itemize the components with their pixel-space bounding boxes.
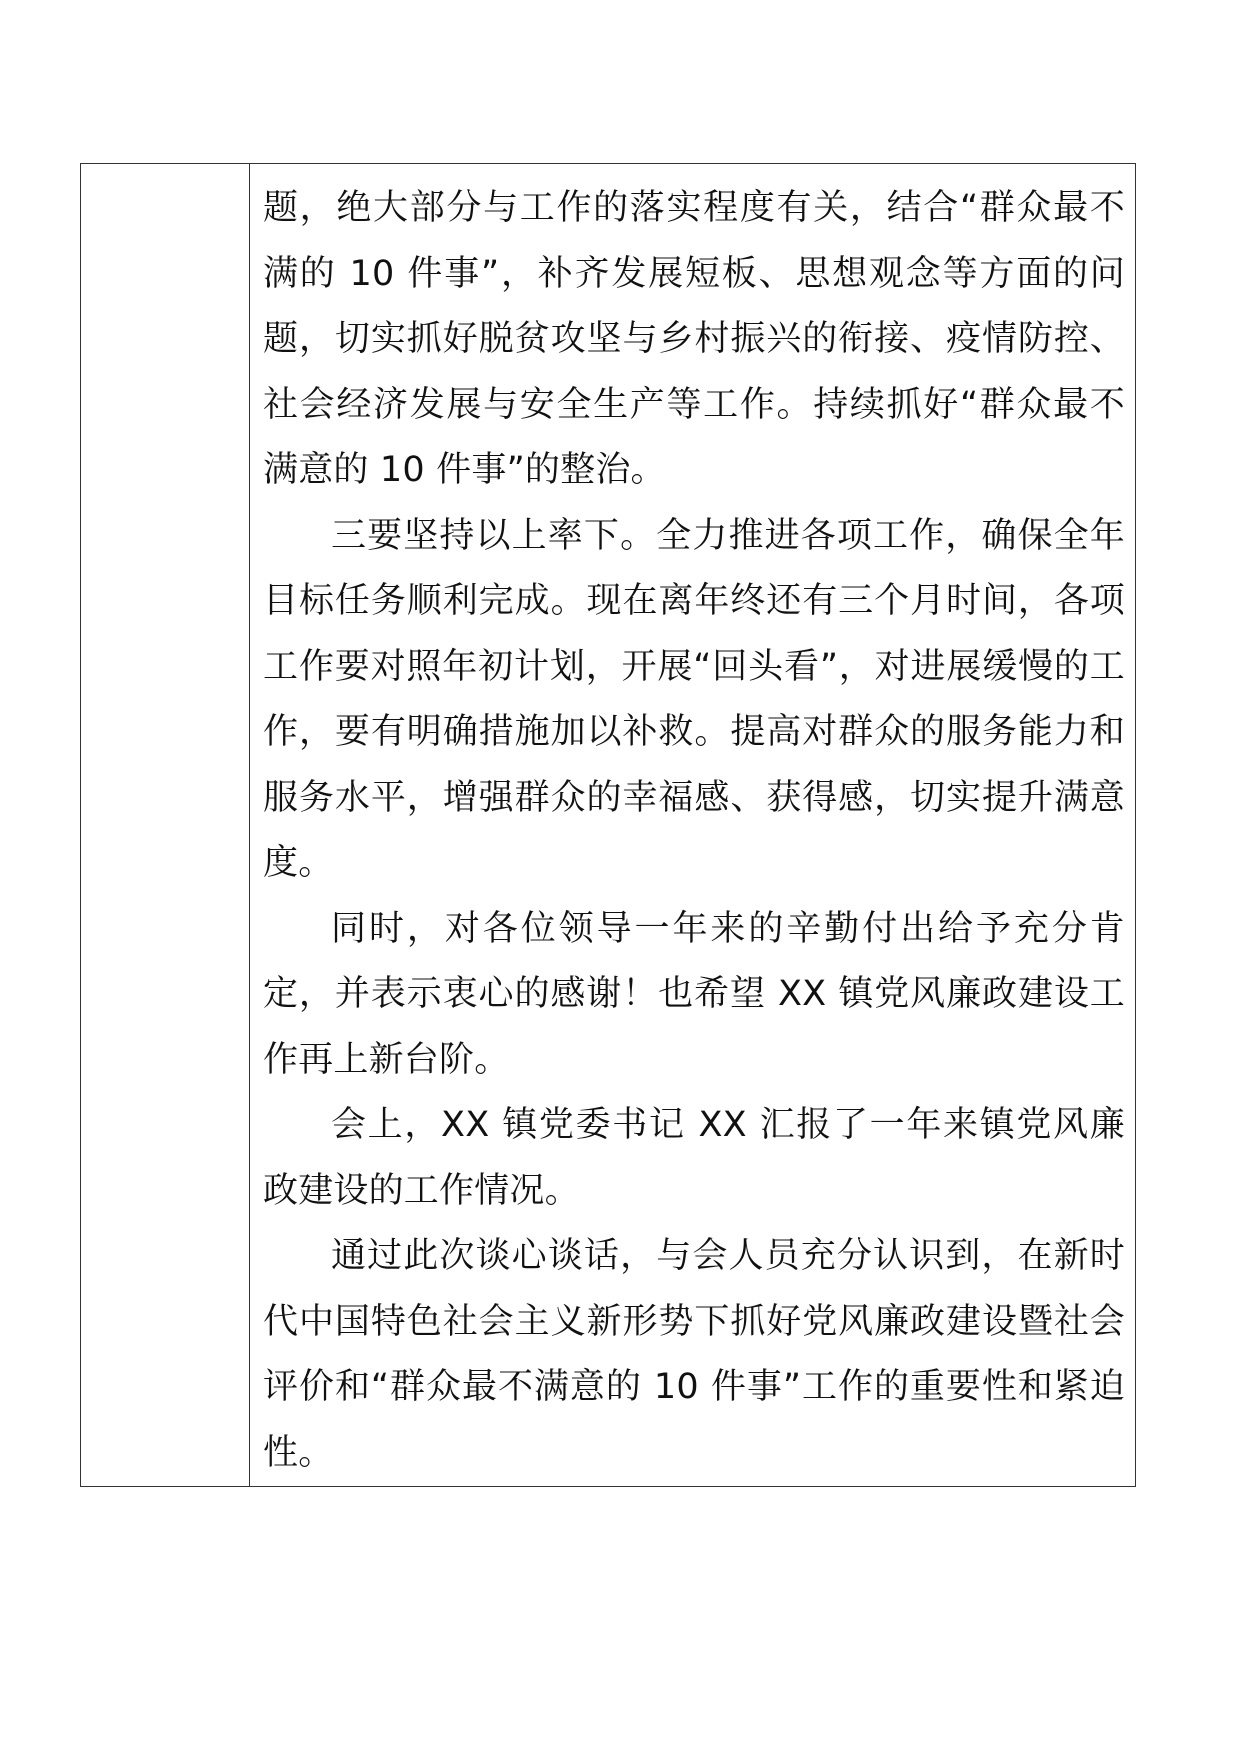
table-row [81, 164, 1136, 1487]
content-body [250, 164, 1135, 1486]
paragraph-point-three: 三要坚持以上率下。全力推进各项工作，确保全年目标任务顺利完成。现在离年终还有三个月时间，各项工作要对照年初计划，开展“回头看”，对进展缓慢的工作，要有明确措施加以补救。提高对群众的服务能力和服务水平，增强群众的幸福感、获得感，切实提升满意度。 [263, 515, 1125, 883]
record-table [80, 163, 1136, 1487]
label-cell [81, 164, 250, 1487]
content-cell [250, 164, 1136, 1487]
paragraph-conclusion: 通过此次谈心谈话，与会人员充分认识到，在新时代中国特色社会主义新形势下抓好党风廉政建设暨社会评价和“群众最不满意的 10 件事”工作的重要性和紧迫性。 [263, 1236, 1125, 1473]
paragraph-acknowledgement: 同时，对各位领导一年来的辛勤付出给予充分肯定，并表示衷心的感谢！也希望 XX 镇党风廉政建设工作再上新台阶。 [263, 908, 1125, 1080]
paragraph-meeting-report: 会上，XX 镇党委书记 XX 汇报了一年来镇党风廉政建设的工作情况。 [263, 1105, 1125, 1211]
paragraph-continuation: 题，绝大部分与工作的落实程度有关，结合“群众最不满的 10 件事”，补齐发展短板、思想观念等方面的问题，切实抓好脱贫攻坚与乡村振兴的衔接、疫情防控、社会经济发展与安全生产等工作。持续抓好“群众最不满意的 10 件事”的整治。 [263, 188, 1125, 490]
